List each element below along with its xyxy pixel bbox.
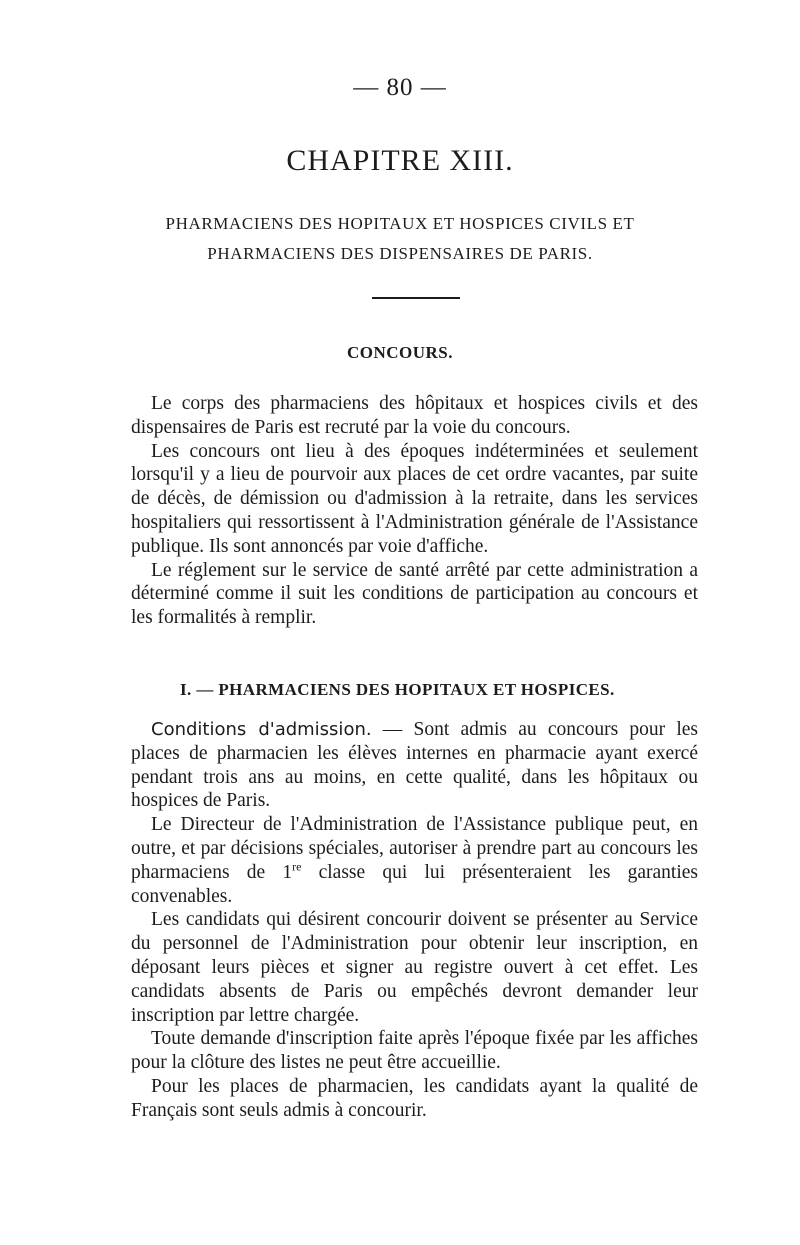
paragraph: Les concours ont lieu à des époques indéterminées et seulement lorsqu'il y a lieu de pourvoir aux places de cet ordre vacantes, par suite de décès, de démission ou d'admission à la retraite, dans les services hospitaliers qui ressortissent à l'Administration générale de l'Assistance publique. Ils sont annoncés par voie d'affiche.	[131, 440, 698, 557]
page-number: — 80 —	[353, 74, 447, 101]
paragraph: Le corps des pharmaciens des hôpitaux et hospices civils et des dispensaires de Paris est recruté par la voie du concours.	[131, 393, 698, 438]
paragraph: Les candidats qui désirent concourir doivent se présenter au Service du personnel de l'Administration pour obtenir leur inscription, en déposant leurs pièces et signer au registre ouvert à cet effet. Les candidats absents de Paris ou empêchés devront demander leur inscription par lettre chargée.	[131, 909, 698, 1026]
conditions-text	[131, 718, 698, 1123]
paragraph: Toute demande d'inscription faite après l'époque fixée par les affiches pour la clôture des listes ne peut être accueillie.	[131, 1028, 698, 1074]
paragraph	[131, 718, 698, 813]
paragraph: Le réglement sur le service de santé arrêté par cette administration a déterminé comme il suit les conditions de participation au concours et les formalités à remplir.	[131, 559, 698, 629]
chapter-title: CHAPITRE XIII.	[286, 144, 514, 177]
paragraph-text: Le Directeur de l'Administration de l'Assistance publique peut, en outre, et par décisions spéciales, autoriser à prendre part au concours les pharmaciens de 1	[131, 814, 698, 883]
paragraph-text: classe qui lui présenteraient les garanties convenables.	[131, 861, 698, 907]
chapter-subtitle-line-1: PHARMACIENS DES HOPITAUX ET HOSPICES CIVILS ET	[165, 214, 635, 233]
concours-text	[131, 392, 698, 630]
paragraph-text: — Sont admis au concours pour les places de pharmacien les élèves internes en pharmacie ayant exercé pendant trois ans au moins, en cette qualité, dans les hôpitaux ou hospices de Paris.	[131, 719, 699, 812]
paragraph: Pour les places de pharmacien, les candidats ayant la qualité de Français sont seuls admis à concourir.	[131, 1075, 698, 1121]
separator-rule	[372, 297, 460, 299]
section-heading: I. — PHARMACIENS DES HOPITAUX ET HOSPICES.	[180, 680, 615, 699]
paragraph	[131, 813, 698, 908]
superscript: re	[292, 859, 302, 874]
chapter-subtitle-line-2: PHARMACIENS DES DISPENSAIRES DE PARIS.	[207, 244, 593, 263]
concours-heading: CONCOURS.	[346, 343, 454, 362]
run-in-heading: Conditions d'admission.	[151, 719, 372, 740]
